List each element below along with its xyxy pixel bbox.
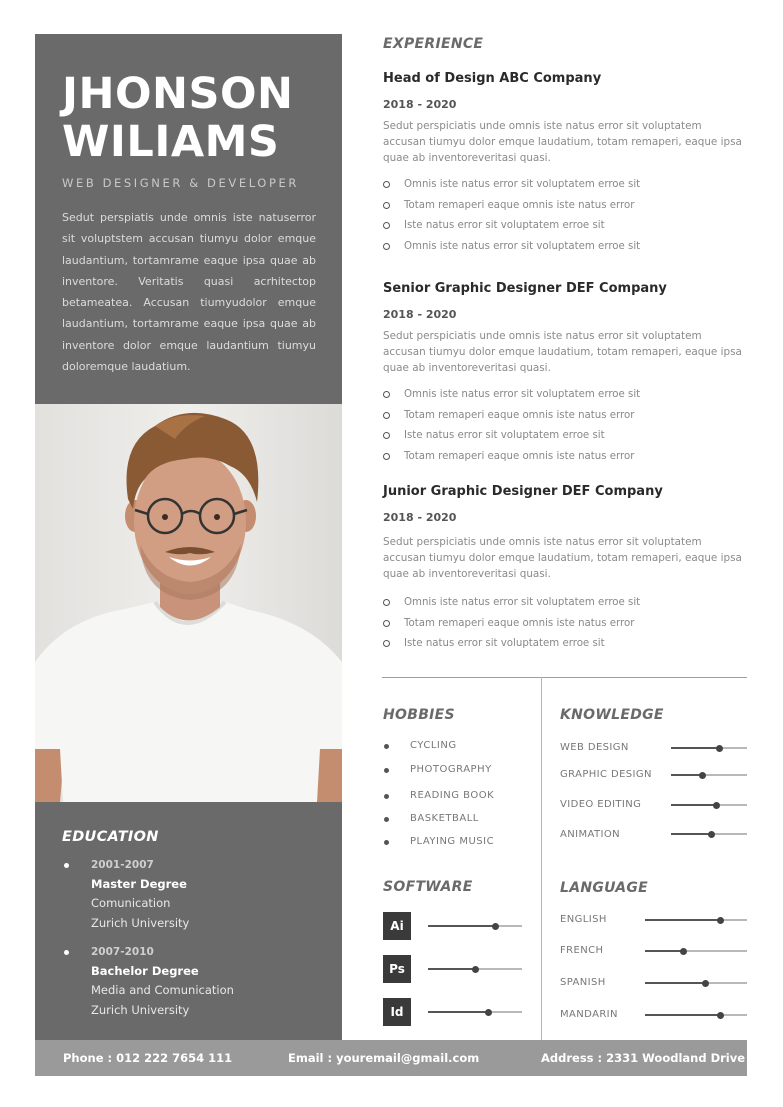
about-text: Sedut perspiatis unde omnis iste natuserror sit voluptstem accusan tiumyu dolor emque laudantium, tortamrame eaque ipsa quae ab inventore. Veritatis quasi acrhitectop betameatea. Accusan tiumyudolor emque laudantium, tortamrame eaque ipsa quae ab inventore dolor emque laudantium tiumyu doloremque laudatium. [62, 211, 316, 374]
hobby-item: PHOTOGRAPHY [383, 764, 492, 775]
skill-bar-fill [645, 950, 684, 952]
job-description: Sedut perspiciatis unde omnis iste natus error sit voluptatem accusan tiumyu dolor emque laudatium, totam remaperi, eaque ipsa quae ab inventoreveritasi quasi. [383, 330, 742, 374]
education-years: 2001-2007 [91, 859, 154, 871]
job-bullets [383, 175, 747, 257]
skill-bar [671, 747, 747, 749]
list-item: Totam remaperi eaque omnis iste natus error [383, 614, 747, 634]
hobby-item: CYCLING [383, 740, 457, 751]
profile-panel [35, 34, 342, 404]
education-years: 2007-2010 [91, 946, 154, 958]
list-item: Omnis iste natus error sit voluptatem erroe sit [383, 175, 747, 195]
job-entry [383, 71, 747, 257]
skill-bar [428, 1011, 522, 1013]
education-field: Comunication [91, 896, 171, 910]
knowledge-label: VIDEO EDITING [560, 799, 642, 810]
skill-bar-knob [680, 948, 687, 955]
education-panel [35, 802, 342, 1040]
software-row [383, 998, 523, 1028]
skill-bar-knob [716, 745, 723, 752]
education-field: Media and Comunication [91, 983, 234, 997]
name-last: WILIAMS [62, 117, 280, 167]
list-item: Totam remaperi eaque omnis iste natus error [383, 196, 747, 216]
job-title: Head of Design ABC Company [383, 71, 602, 86]
skill-bar [671, 774, 747, 776]
skill-bar [645, 919, 747, 921]
education-degree: Bachelor Degree [91, 964, 199, 978]
skill-bar-fill [428, 925, 496, 927]
skill-bar [645, 982, 747, 984]
hobby-item: READING BOOK [383, 790, 494, 801]
skill-bar [428, 925, 522, 927]
job-bullets [383, 385, 747, 467]
job-entry [383, 281, 747, 467]
skill-bar-knob [472, 966, 479, 973]
skill-bar-fill [671, 804, 717, 806]
list-item: Totam remaperi eaque omnis iste natus error [383, 447, 747, 467]
education-heading: EDUCATION [62, 829, 159, 845]
skill-bar-knob [485, 1009, 492, 1016]
list-item: Iste natus error sit voluptatem erroe sit [383, 426, 747, 446]
language-heading: LANGUAGE [560, 880, 648, 896]
skill-bar-knob [708, 831, 715, 838]
skill-bar-fill [428, 968, 475, 970]
hobbies-heading: HOBBIES [383, 707, 455, 723]
job-years: 2018 - 2020 [383, 98, 457, 111]
language-label: MANDARIN [560, 1009, 618, 1020]
education-school: Zurich University [91, 915, 190, 930]
skill-bar [645, 1014, 747, 1016]
skill-bar-fill [671, 747, 720, 749]
skill-bar-knob [717, 1012, 724, 1019]
skill-bar-knob [492, 923, 499, 930]
job-description: Sedut perspiciatis unde omnis iste natus error sit voluptatem accusan tiumyu dolor emque laudatium, totam remaperi, eaque ipsa quae ab inventoreveritasi quasi. [383, 120, 742, 164]
skill-bar-knob [717, 917, 724, 924]
profile-photo [35, 404, 342, 802]
job-years: 2018 - 2020 [383, 511, 457, 524]
education-degree: Master Degree [91, 877, 187, 891]
software-row [383, 912, 523, 942]
skill-bar-knob [713, 802, 720, 809]
skill-bar-fill [645, 1014, 720, 1016]
skill-bar [645, 950, 747, 952]
indesign-icon: Id [383, 998, 411, 1026]
language-label: ENGLISH [560, 914, 607, 925]
software-heading: SOFTWARE [383, 879, 473, 895]
job-title: Junior Graphic Designer DEF Company [383, 484, 663, 499]
skill-bar-fill [671, 833, 711, 835]
skill-bar-knob [699, 772, 706, 779]
contact-address: Address : 2331 Woodland Drive [541, 1051, 746, 1065]
job-description: Sedut perspiciatis unde omnis iste natus error sit voluptatem accusan tiumyu dolor emque laudatium, totam remaperi, eaque ipsa quae ab inventoreveritasi quasi. [383, 536, 742, 580]
education-item [62, 858, 315, 933]
photoshop-icon: Ps [383, 955, 411, 983]
skill-bar-fill [645, 919, 720, 921]
knowledge-heading: KNOWLEDGE [560, 707, 664, 723]
language-label: FRENCH [560, 945, 604, 956]
contact-footer [35, 1040, 747, 1076]
job-title: Senior Graphic Designer DEF Company [383, 281, 667, 296]
skill-bar-fill [428, 1011, 488, 1013]
skill-bar-knob [702, 980, 709, 987]
education-school: Zurich University [91, 1002, 190, 1017]
column-divider [541, 677, 542, 1040]
list-item: Omnis iste natus error sit voluptatem erroe sit [383, 593, 747, 613]
person-illustration [35, 404, 342, 802]
knowledge-label: WEB DESIGN [560, 742, 629, 753]
list-item: Iste natus error sit voluptatem erroe sit [383, 634, 747, 654]
hobby-item: PLAYING MUSIC [383, 836, 494, 847]
contact-email[interactable]: Email : youremail@gmail.com [288, 1051, 480, 1065]
job-entry [383, 484, 747, 655]
skill-bar [671, 804, 747, 806]
illustrator-icon: Ai [383, 912, 411, 940]
list-item: Omnis iste natus error sit voluptatem erroe sit [383, 237, 747, 257]
education-item [62, 945, 315, 1020]
name-first: JHONSON [62, 69, 294, 119]
experience-heading: EXPERIENCE [383, 36, 484, 52]
list-item: Totam remaperi eaque omnis iste natus error [383, 406, 747, 426]
contact-phone[interactable]: Phone : 012 222 7654 111 [63, 1051, 233, 1065]
list-item: Iste natus error sit voluptatem erroe sit [383, 216, 747, 236]
skill-bar [671, 833, 747, 835]
knowledge-label: ANIMATION [560, 829, 620, 840]
skill-bar [428, 968, 522, 970]
list-item: Omnis iste natus error sit voluptatem erroe sit [383, 385, 747, 405]
skill-bar-fill [645, 982, 705, 984]
job-years: 2018 - 2020 [383, 308, 457, 321]
skill-bar-fill [671, 774, 703, 776]
language-label: SPANISH [560, 977, 606, 988]
knowledge-label: GRAPHIC DESIGN [560, 769, 652, 780]
job-title: WEB DESIGNER & DEVELOPER [62, 176, 299, 190]
section-divider [382, 677, 747, 678]
job-bullets [383, 593, 747, 654]
software-row [383, 955, 523, 985]
hobby-item: BASKETBALL [383, 813, 479, 824]
